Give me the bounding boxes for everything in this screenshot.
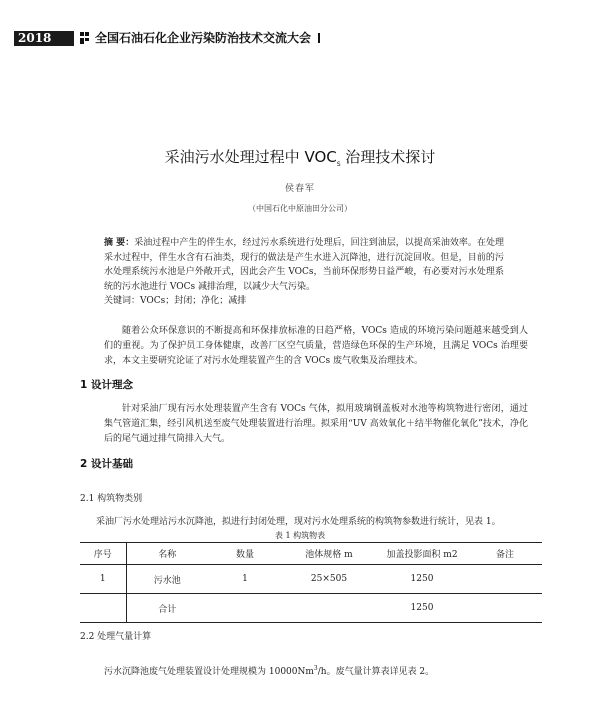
abstract bbox=[104, 236, 504, 294]
author: 侯春军 bbox=[284, 184, 315, 194]
table-cell bbox=[282, 594, 376, 623]
table-cell bbox=[80, 594, 126, 623]
keywords-text: VOCs；封闭；净化；减排 bbox=[140, 296, 247, 306]
table-row bbox=[80, 594, 542, 623]
section-2-1-heading: 2.1 构筑物类别 bbox=[80, 494, 143, 504]
table-cell: 1250 bbox=[410, 603, 434, 613]
table-cell bbox=[208, 594, 282, 623]
table-cell: 25×505 bbox=[310, 574, 348, 584]
intro-paragraph: 随着公众环保意识的不断提高和环保排放标准的日趋严格，VOCs 造成的环境污染问题越来越受到人们的重视。为了保护员工身体健康，改善厂区空气质量，营造绿色环保的生产环境，且满足 VOCs 治理要求，本文主要研究论证了对污水处理装置产生的含 VOCs 废气收集及治理技术。 bbox=[104, 326, 528, 366]
section-2-heading: 2 设计基础 bbox=[80, 458, 133, 470]
table-header-cell: 序号 bbox=[93, 550, 112, 560]
section-1-paragraph: 针对采油厂现有污水处理装置产生含有 VOCs 气体，拟用玻璃钢盖板对水池等构筑物进行密闭，通过集气管道汇集，经引风机送至废气处理装置进行治理。拟采用“UV 高效氧化＋结半物催化氧化”技术，净化后的尾气通过排气筒排入大气。 bbox=[104, 404, 528, 444]
table-header-row bbox=[80, 543, 542, 565]
page-title: 采油污水处理过程中 $VOC_S$ 治理技术探讨 bbox=[164, 148, 436, 168]
section-2-2-paragraph: 污水沉降池废气处理装置设计处理规模为 10000Nm$^3$/h。废气量计算表详见表 2。 bbox=[104, 665, 435, 677]
table-row bbox=[80, 565, 542, 594]
header-conference-title: 全国石油石化企业污染防治技术交流大会 bbox=[95, 29, 395, 47]
table-cell: 1 bbox=[99, 574, 106, 584]
table-cell: 1 bbox=[242, 574, 248, 584]
table-caption: 表 1 构筑物表 bbox=[274, 531, 326, 540]
header-year: 2018 bbox=[18, 31, 52, 45]
keywords bbox=[104, 293, 504, 306]
header-square-marks-icon bbox=[80, 32, 89, 44]
table-cell: 1250 bbox=[410, 574, 434, 584]
section-2-1-paragraph: 采油厂污水处理站污水沉降池，拟进行封闭处理，现对污水处理系统的构筑物参数进行统计，见表 1。 bbox=[96, 517, 501, 527]
affiliation: （中国石化中原油田分公司） bbox=[248, 204, 352, 213]
table-header-cell: 池体规格 m bbox=[305, 550, 353, 560]
table-cell bbox=[468, 565, 542, 594]
table-header-cell: 名称 bbox=[126, 543, 208, 565]
table-header-cell: 备注 bbox=[495, 550, 514, 560]
keywords-label: 关键词： bbox=[104, 296, 141, 306]
table-header-cell: 数量 bbox=[235, 550, 254, 560]
structures-table bbox=[80, 542, 542, 623]
section-1-heading: 1 设计理念 bbox=[80, 379, 133, 391]
abstract-text: 采油过程中产生的伴生水，经过污水系统进行处理后，回注到油层，以提高采油效率。在处理采水过程中，伴生水含有石油类，现行的做法是产生水进入沉降池，进行沉淀回收。但是，目前的污水处理系统污水池是户外敞开式，因此会产生 VOCs，当前环保形势日益严峻，有必要对污水处理系统的污水池进行 VOCs 减排治理，以减少大气污染。 bbox=[104, 238, 504, 292]
table-cell bbox=[468, 594, 542, 623]
table-header-cell: 加盖投影面积 m2 bbox=[386, 550, 458, 560]
table-cell: 合计 bbox=[126, 594, 208, 623]
table-cell: 污水池 bbox=[126, 565, 208, 594]
section-2-2-heading: 2.2 处理气量计算 bbox=[80, 632, 152, 642]
abstract-label: 摘 要： bbox=[104, 238, 135, 248]
